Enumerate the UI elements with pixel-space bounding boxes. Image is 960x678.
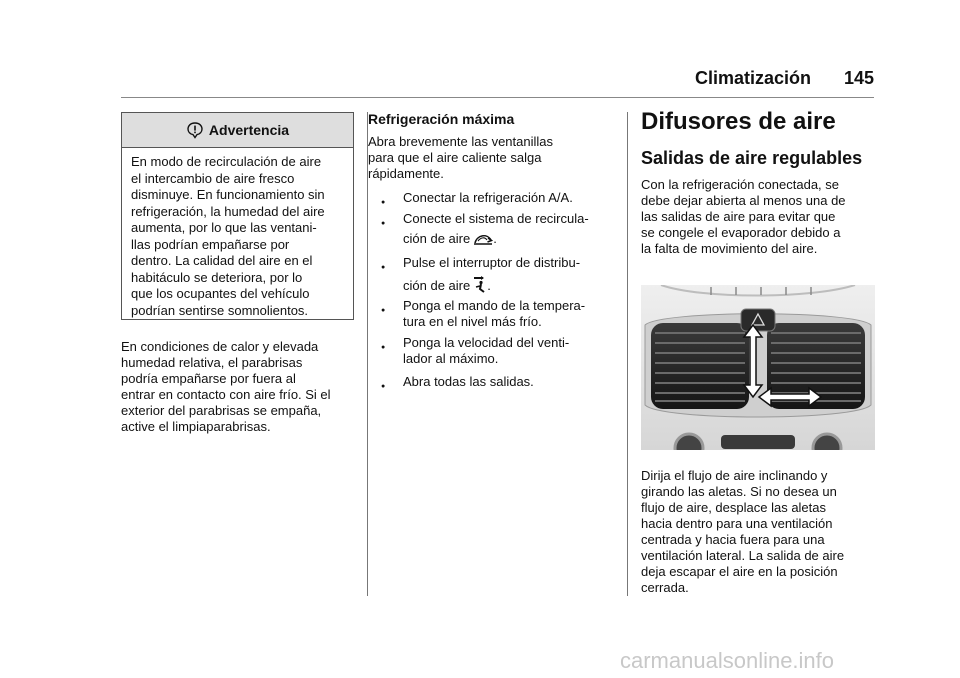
bullet-dot: ● [381,264,386,271]
warning-line: el intercambio de aire fresco [131,170,295,186]
bullet-dot: ● [381,199,386,206]
warning-header [122,113,353,148]
air-distribution-icon [473,275,487,298]
warning-line: que los ocupantes del vehículo [131,286,310,301]
chapter-heading: Difusores de aire [641,108,836,135]
left-paragraph [121,339,361,435]
column-divider-1 [367,112,368,596]
paragraph-line: la falta de movimiento del aire. [641,241,818,256]
watermark: carmanualsonline.info [620,648,835,673]
paragraph-line: cerrada. [641,580,689,595]
bullet-text-continued [403,231,643,251]
page-number: 145 [844,68,875,88]
bullet-text: Conectar la refrigeración A/A. [403,190,573,205]
bullet-text: lador al máximo. [403,351,499,366]
punctuation: . [493,231,497,246]
paragraph-line: las salidas de aire para evitar que [641,209,836,224]
warning-heading: Advertencia [208,122,290,138]
warning-line: refrigeración, la humedad del aire [131,203,325,219]
paragraph-line: deja escapar el aire en la posición [641,564,838,579]
paragraph-line: humedad relativa, el parabrisas [121,355,303,370]
paragraph-line: podría empañarse por fuera al [121,371,296,386]
warning-line: dentro. La calidad del aire en el [131,253,313,268]
paragraph-line: Con la refrigeración conectada, se [641,177,840,192]
warning-line: disminuye. En funcionamiento sin [131,187,325,202]
bullet-text: Ponga la velocidad del venti- [403,335,570,350]
bullet-text-continued [403,275,643,298]
bullet-dot: ● [381,307,386,314]
warning-line: llas podrían empañarse por [131,236,290,252]
bullet-text: ción de aire [403,278,471,293]
bullet-dot: ● [381,383,386,390]
bullet-text: tura en el nivel más frío. [403,314,542,329]
warning-line: En modo de recirculación de aire [131,154,322,169]
paragraph-line: rápidamente. [368,166,444,181]
paragraph-line: active el limpiaparabrisas. [121,419,271,434]
paragraph-line: para que el aire caliente salga [368,150,542,165]
warning-icon [186,121,204,139]
bullet-text: Abra todas las salidas. [403,374,534,389]
bullet-text: ción de aire [403,231,471,246]
warning-text [122,148,353,319]
page-header-title: Climatización [695,68,812,88]
warning-box [121,112,354,320]
section-heading-max-cooling: Refrigeración máxima [368,111,515,127]
bullet-dot: ● [381,344,386,351]
paragraph-line: centrada y hacia fuera para una [641,532,825,547]
air-recirculation-icon [473,232,493,251]
paragraph-line: ventilación lateral. La salida de aire [641,548,845,563]
paragraph-line: Abra brevemente las ventanillas [368,134,553,149]
middle-intro [368,134,618,182]
paragraph-line: girando las aletas. Si no desea un [641,484,837,499]
paragraph-line: hacia dentro para una ventilación [641,516,833,531]
warning-line: habitáculo se deteriora, por lo [131,269,303,285]
punctuation: . [487,278,491,293]
section-heading: Salidas de aire regulables [641,148,863,168]
header-rule [121,97,874,98]
paragraph-line: se congele el evaporador debido a [641,225,841,240]
bullet-text: Pulse el interruptor de distribu- [403,255,581,270]
bullet-text: Ponga el mando de la tempera- [403,298,586,313]
warning-line: aumenta, por lo que las ventani- [131,220,317,235]
warning-line: podrían sentirse somnolientos. [131,302,309,318]
right-paragraph-2 [641,468,881,596]
air-vent-illustration [641,285,875,450]
bullet-dot: ● [381,220,386,227]
paragraph-line: En condiciones de calor y elevada [121,339,319,354]
paragraph-line: debe dejar abierta al menos una de [641,193,846,208]
paragraph-line: exterior del parabrisas se empaña, [121,403,322,418]
bullet-text: Conecte el sistema de recircula- [403,211,589,226]
right-paragraph-1 [641,177,881,257]
paragraph-line: entrar en contacto con aire frío. Si el [121,387,331,402]
paragraph-line: Dirija el flujo de aire inclinando y [641,468,828,483]
paragraph-line: flujo de aire, desplace las aletas [641,500,827,515]
